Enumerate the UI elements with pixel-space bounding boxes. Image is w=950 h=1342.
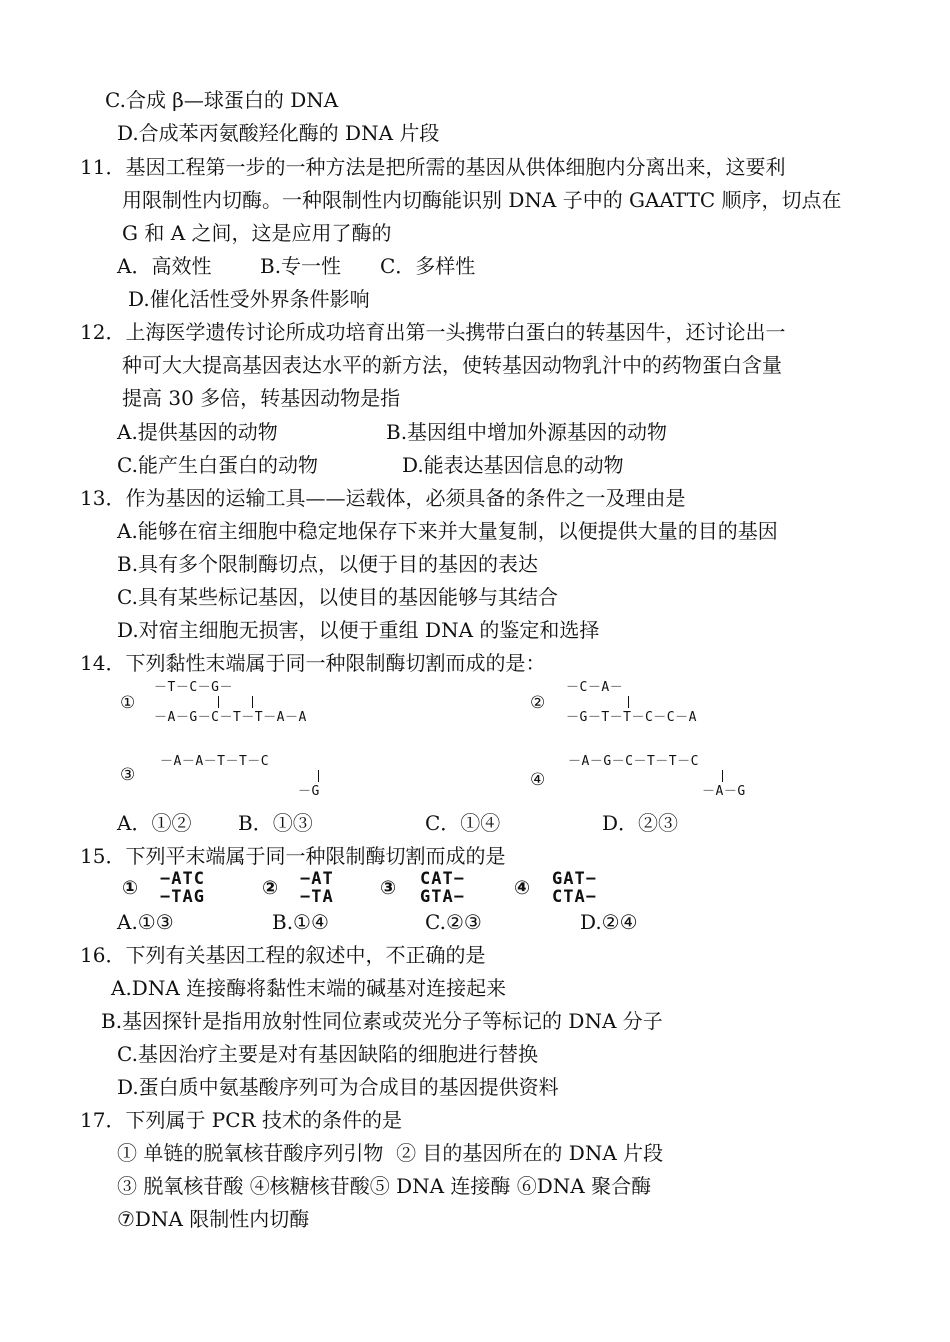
- q15-stem: 15．下列平末端属于同一种限制酶切割而成的是: [80, 844, 506, 868]
- q12-option-a: A.提供基因的动物: [117, 420, 278, 444]
- blunt-figure-1-bottom: −TAG: [160, 887, 205, 907]
- blunt-figure-4-bottom: CTA−: [552, 887, 597, 907]
- blunt-figure-2-number: ②: [262, 877, 279, 899]
- q13-option-c: C.具有某些标记基因，以使目的基因能够与其结合: [117, 585, 558, 609]
- q16-option-b: B.基因探针是指用放射性同位素或荧光分子等标记的 DNA 分子: [101, 1009, 663, 1033]
- blunt-figure-3-top: CAT−: [420, 869, 465, 889]
- q14-option-c: C．①④: [425, 811, 501, 835]
- blunt-figure-2-top: −AT: [300, 869, 334, 889]
- q13-option-d: D.对宿主细胞无损害，以便于重组 DNA 的鉴定和选择: [117, 618, 600, 642]
- figure-3-top-strand: －A－A－T－T－C: [160, 754, 270, 769]
- q14-stem: 14．下列黏性末端属于同一种限制酶切割而成的是：: [80, 651, 546, 675]
- q13-option-a: A.能够在宿主细胞中稳定地保存下来并大量复制，以便提供大量的目的基因: [117, 519, 778, 543]
- q10-option-d: D.合成苯丙氨酸羟化酶的 DNA 片段: [117, 121, 440, 145]
- q11-option-c: C．多样性: [380, 254, 476, 278]
- figure-1-top-strand: －T－C－G－: [154, 680, 233, 695]
- q17-conditions-line1: ① 单链的脱氧核苷酸序列引物 ② 目的基因所在的 DNA 片段: [117, 1141, 664, 1165]
- figure-4-bottom-strand: －A－G: [702, 784, 746, 799]
- q15-option-a: A.①③: [117, 910, 174, 934]
- q13-stem: 13．作为基因的运输工具——运载体，必须具备的条件之一及理由是: [80, 486, 686, 510]
- q15-option-d: D.②④: [580, 910, 638, 934]
- q11-stem-line1: 11．基因工程第一步的一种方法是把所需的基因从供体细胞内分离出来，这要利: [80, 155, 786, 179]
- q16-option-d: D.蛋白质中氨基酸序列可为合成目的基因提供资料: [117, 1075, 559, 1099]
- q12-option-d: D.能表达基因信息的动物: [402, 453, 624, 477]
- q11-option-b: B.专一性: [260, 254, 342, 278]
- figure-1-bottom-strand: －A－G－C－T－T－A－A: [154, 710, 307, 725]
- figure-3-number: ③: [120, 765, 136, 785]
- base-pair-bond: [318, 770, 319, 782]
- q17-conditions-line3: ⑦DNA 限制性内切酶: [117, 1207, 310, 1231]
- blunt-figure-1-top: −ATC: [160, 869, 205, 889]
- blunt-figure-4-top: GAT−: [552, 869, 597, 889]
- q12-stem-line3: 提高 30 多倍，转基因动物是指: [122, 386, 401, 410]
- q12-option-c: C.能产生白蛋白的动物: [117, 453, 318, 477]
- blunt-figure-1-number: ①: [122, 877, 139, 899]
- blunt-figure-4-number: ④: [514, 877, 531, 899]
- figure-2-number: ②: [530, 693, 546, 713]
- base-pair-bond: [252, 696, 253, 708]
- blunt-figure-2-bottom: −TA: [300, 887, 334, 907]
- q12-stem-line1: 12．上海医学遗传讨论所成功培育出第一头携带白蛋白的转基因牛，还讨论出一: [80, 320, 786, 344]
- q16-stem: 16．下列有关基因工程的叙述中，不正确的是: [80, 943, 486, 967]
- q11-stem-line3: G 和 A 之间，这是应用了酶的: [122, 221, 392, 245]
- q16-option-c: C.基因治疗主要是对有基因缺陷的细胞进行替换: [117, 1042, 538, 1066]
- figure-4-top-strand: －A－G－C－T－T－C: [568, 754, 699, 769]
- q13-option-b: B.具有多个限制酶切点，以便于目的基因的表达: [117, 552, 539, 576]
- blunt-figure-3-bottom: GTA−: [420, 887, 465, 907]
- q16-option-a: A.DNA 连接酶将黏性末端的碱基对连接起来: [111, 976, 507, 1000]
- figure-3-bottom-strand: －G: [298, 784, 320, 799]
- figure-2-top-strand: －C－A－: [566, 680, 624, 695]
- figure-4-number: ④: [530, 770, 546, 790]
- q11-option-d: D.催化活性受外界条件影响: [128, 287, 370, 311]
- q11-option-a: A．高效性: [117, 254, 212, 278]
- q14-option-b: B．①③: [238, 811, 313, 835]
- q15-option-c: C.②③: [425, 910, 482, 934]
- q15-option-b: B.①④: [272, 910, 329, 934]
- base-pair-bond: [218, 696, 219, 708]
- q10-option-c: C.合成 β—球蛋白的 DNA: [105, 88, 339, 112]
- q11-stem-line2: 用限制性内切酶。一种限制性内切酶能识别 DNA 子中的 GAATTC 顺序，切点在: [122, 188, 842, 212]
- q12-stem-line2: 种可大大提高基因表达水平的新方法，使转基因动物乳汁中的药物蛋白含量: [122, 353, 782, 377]
- q17-conditions-line2: ③ 脱氧核苷酸 ④核糖核苷酸⑤ DNA 连接酶 ⑥DNA 聚合酶: [117, 1174, 652, 1198]
- q14-option-d: D．②③: [602, 811, 679, 835]
- blunt-figure-3-number: ③: [380, 877, 397, 899]
- q17-stem: 17．下列属于 PCR 技术的条件的是: [80, 1108, 402, 1132]
- base-pair-bond: [628, 696, 629, 708]
- figure-2-bottom-strand: －G－T－T－C－C－A: [566, 710, 697, 725]
- q12-option-b: B.基因组中增加外源基因的动物: [386, 420, 668, 444]
- figure-1-number: ①: [120, 693, 136, 713]
- q14-option-a: A．①②: [117, 811, 192, 835]
- base-pair-bond: [722, 770, 723, 782]
